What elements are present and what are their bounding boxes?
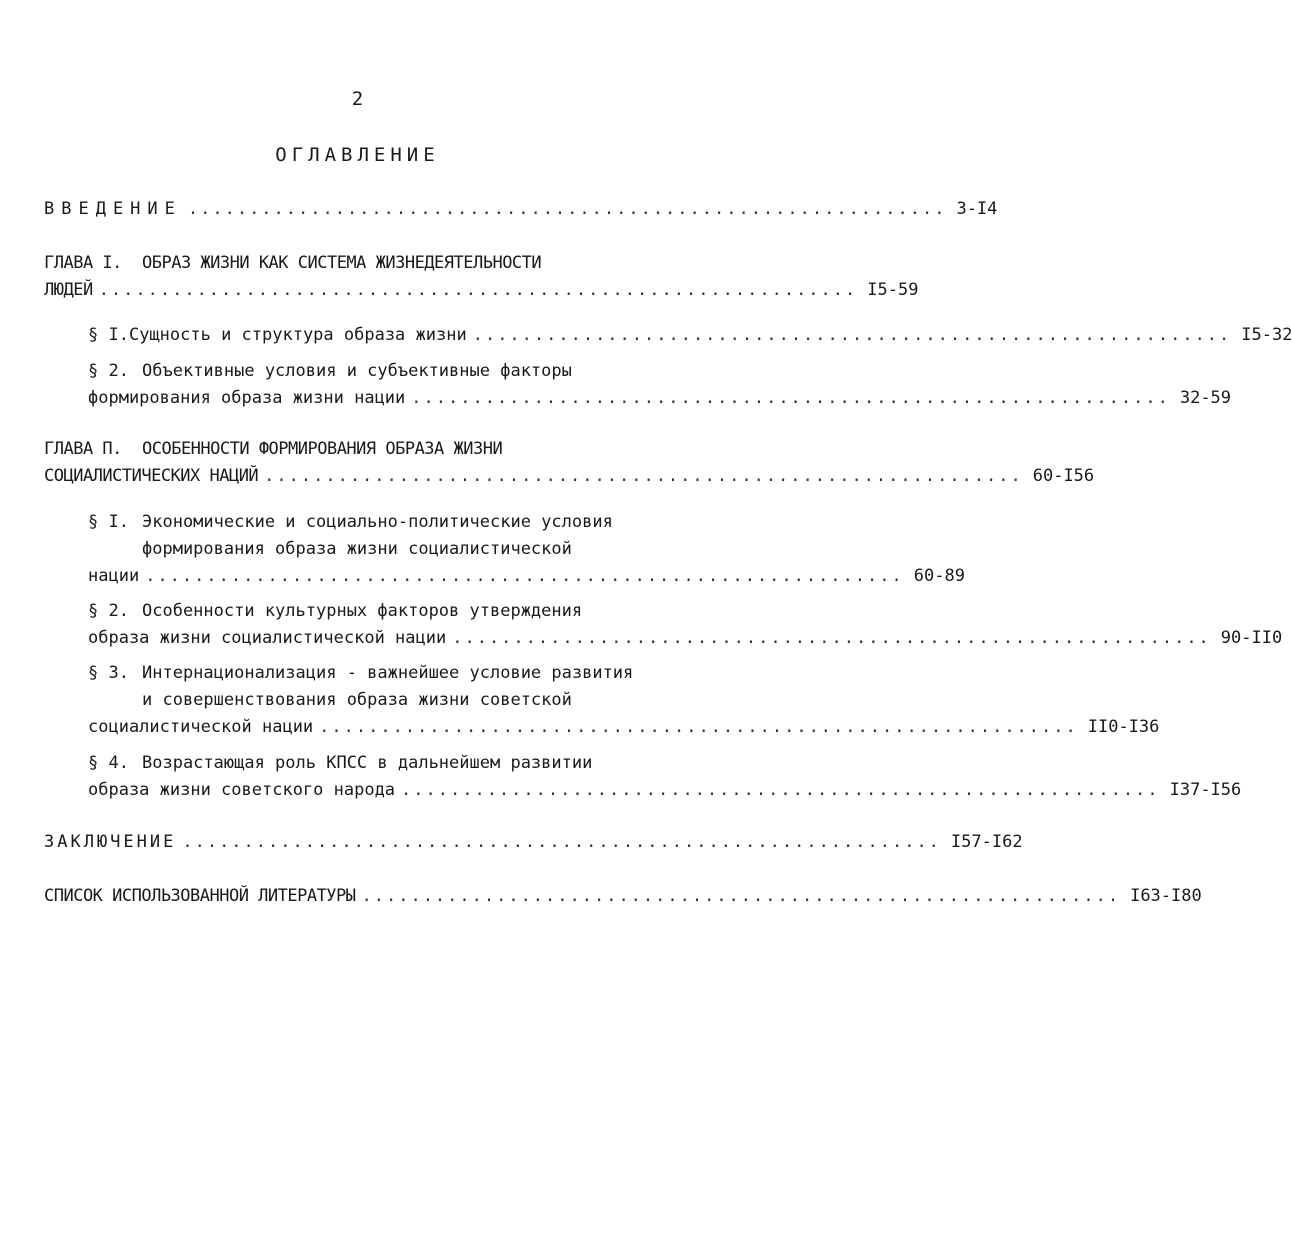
section-title-line3: нации	[88, 566, 140, 586]
chapter-title-line2: СОЦИАЛИСТИЧЕСКИХ НАЦИЙ	[44, 466, 259, 486]
section-title-line1: Возрастающая роль КПСС в дальнейшем развитии	[142, 753, 593, 773]
section-title-line2: образа жизни социалистической нации	[88, 628, 447, 648]
section-title-line1: Особенности культурных факторов утверждения	[142, 601, 583, 621]
entry-title: ВВЕДЕНИЕ	[44, 199, 182, 219]
toc-entry-introduction	[44, 196, 998, 223]
toc-entry-section-1-2	[88, 358, 1232, 412]
toc-entry-section-2-1	[88, 509, 965, 590]
entry-pages: I57-I62	[950, 832, 1023, 852]
entry-pages: I63-I80	[1130, 886, 1202, 906]
section-title-line1: Интернационализация - важнейшее условие развития	[142, 663, 634, 683]
dot-leader: ..............................................................	[264, 466, 1023, 486]
entry-pages: 60-89	[913, 566, 965, 586]
entry-title: СПИСОК ИСПОЛЬЗОВАННОЙ ЛИТЕРАТУРЫ	[44, 886, 356, 906]
section-number: § I.	[88, 325, 129, 345]
dot-leader: ..............................................................	[187, 199, 947, 219]
toc-entry-section-2-3	[88, 660, 1160, 741]
toc-entry-chapter-1	[44, 250, 919, 304]
dot-leader: ..............................................................	[361, 886, 1121, 906]
section-title-line2: и совершенствования образа жизни советской	[142, 690, 572, 710]
entry-pages: I5-59	[867, 280, 919, 300]
dot-leader: ..............................................................	[145, 566, 904, 586]
section-title-line2: формирования образа жизни социалистической	[142, 539, 572, 559]
chapter-number: ГЛАВА П.	[44, 439, 122, 459]
toc-entry-bibliography	[44, 883, 1202, 910]
toc-entry-section-2-4	[88, 750, 1242, 804]
section-number: § 3.	[88, 663, 129, 683]
entry-pages: 3-I4	[956, 199, 998, 219]
dot-leader: ..............................................................	[452, 628, 1211, 648]
section-title-line2: формирования образа жизни нации	[88, 388, 406, 408]
section-title-line2: образа жизни советского народа	[88, 780, 396, 800]
entry-pages: II0-I36	[1087, 717, 1160, 737]
section-number: § 2.	[88, 601, 129, 621]
toc-title: ОГЛАВЛЕНИЕ	[275, 144, 440, 166]
chapter-title-line2: ЛЮДЕЙ	[44, 280, 93, 300]
dot-leader: ..............................................................	[401, 780, 1160, 800]
chapter-title-line1: ОСОБЕННОСТИ ФОРМИРОВАНИЯ ОБРАЗА ЖИЗНИ	[142, 439, 503, 459]
dot-leader: ..............................................................	[98, 280, 858, 300]
toc-entry-section-1-1	[88, 322, 1292, 349]
section-number: § I.	[88, 512, 129, 532]
dot-leader: ..............................................................	[411, 388, 1170, 408]
section-number: § 4.	[88, 753, 129, 773]
entry-pages: I5-32	[1241, 325, 1292, 345]
dot-leader: ..............................................................	[472, 325, 1232, 345]
section-title-line1: Экономические и социально-политические условия	[142, 512, 613, 532]
section-title-line1: Сущность и структура образа жизни	[128, 325, 467, 345]
toc-entry-conclusion	[44, 829, 1023, 856]
entry-pages: 32-59	[1179, 388, 1232, 408]
entry-pages: I37-I56	[1169, 780, 1242, 800]
dot-leader: ..............................................................	[319, 717, 1078, 737]
entry-pages: 60-I56	[1032, 466, 1095, 486]
toc-entry-section-2-2	[88, 598, 1283, 652]
section-number: § 2.	[88, 361, 129, 381]
entry-title: ЗАКЛЮЧЕНИЕ	[44, 832, 177, 852]
section-title-line1: Объективные условия и субъективные факторы	[142, 361, 572, 381]
chapter-number: ГЛАВА I.	[44, 253, 122, 273]
page-number: 2	[351, 88, 364, 110]
entry-pages: 90-II0	[1220, 628, 1283, 648]
section-title-line3: социалистической нации	[88, 717, 314, 737]
chapter-title-line1: ОБРАЗ ЖИЗНИ КАК СИСТЕМА ЖИЗНЕДЕЯТЕЛЬНОСТИ	[142, 253, 542, 273]
dot-leader: ..............................................................	[182, 832, 941, 852]
toc-entry-chapter-2	[44, 436, 1095, 490]
